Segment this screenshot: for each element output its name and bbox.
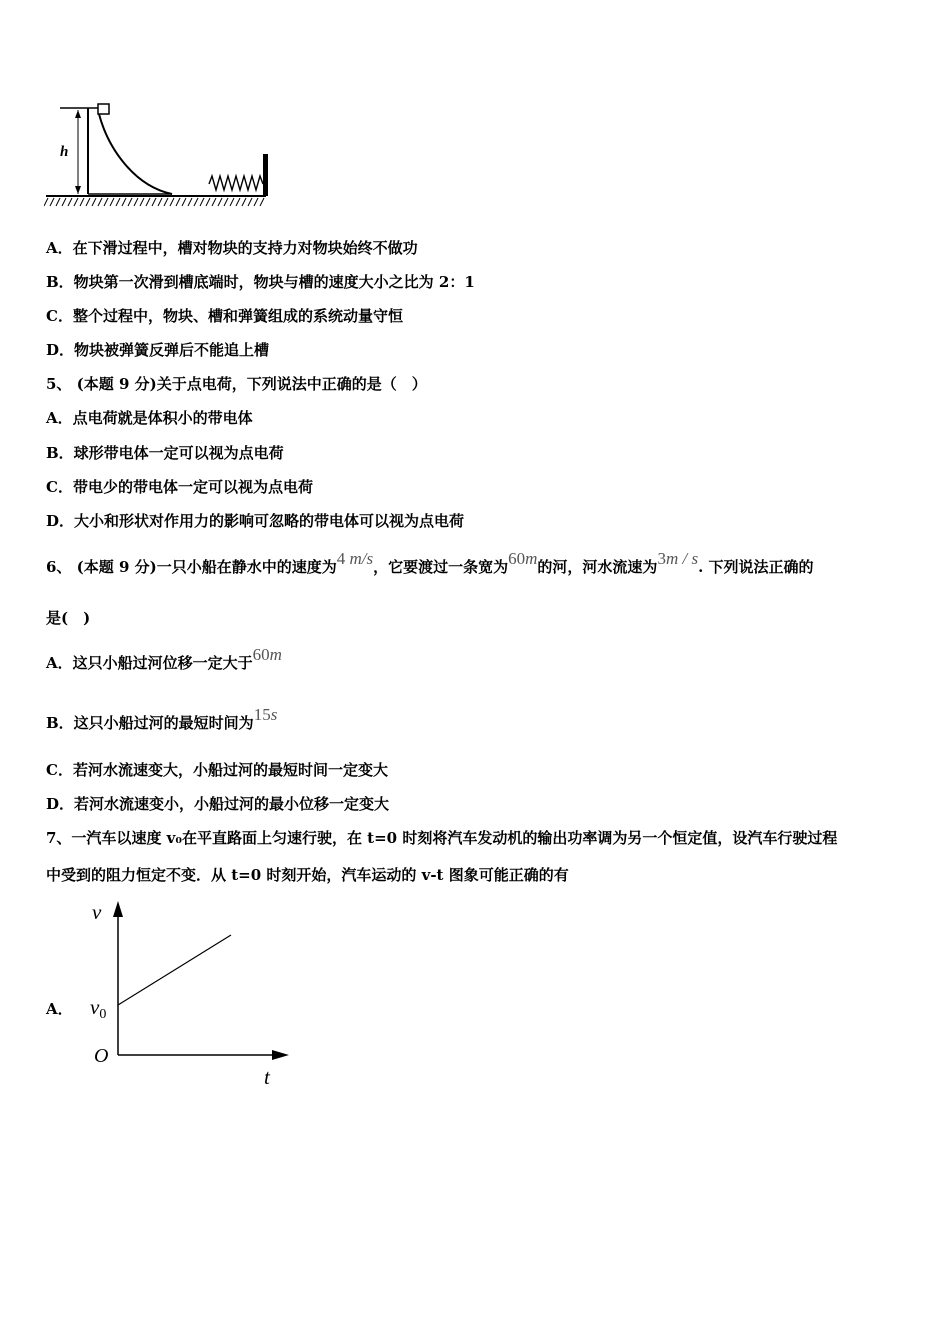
q5-stem: 5、 (本题 9 分)关于点电荷，下列说法中正确的是（ ） xyxy=(46,375,427,393)
q6-option-a-unit: m xyxy=(269,645,282,664)
water-speed-number: 3 xyxy=(657,549,666,568)
v0-label xyxy=(90,995,106,1022)
q4-option-b: B．物块第一次滑到槽底端时，物块与槽的速度大小之比为 2：1 xyxy=(46,273,475,291)
v0-main: v xyxy=(90,995,100,1019)
q6-stem xyxy=(46,549,814,577)
q7-stem-line1: 7、一汽车以速度 v₀在平直路面上匀速行驶，在 t=0 时刻将汽车发动机的输出功率调为另一个恒定值，设汽车行驶过程 xyxy=(46,829,838,847)
q6-option-c: C．若河水流速变大，小船过河的最短时间一定变大 xyxy=(46,761,388,779)
v0-subscript: 0 xyxy=(99,1007,107,1022)
river-width-formula xyxy=(508,549,537,568)
water-speed-formula xyxy=(657,549,698,568)
boat-speed-number: 4 xyxy=(336,549,346,568)
vt-graph-a xyxy=(86,898,298,1093)
q4-option-d: D．物块被弹簧反弹后不能追上槽 xyxy=(46,341,270,359)
q5-option-b: B．球形带电体一定可以视为点电荷 xyxy=(46,444,284,462)
slide-spring-figure xyxy=(44,98,284,213)
water-speed-unit: m / s xyxy=(665,549,699,568)
q6-option-b-unit: s xyxy=(270,705,278,724)
x-axis-arrow xyxy=(272,1050,289,1060)
q6-option-a xyxy=(46,645,282,673)
q6-option-b-number: 15 xyxy=(253,705,271,724)
q6-option-b-text: B．这只小船过河的最短时间为 xyxy=(46,714,254,732)
q6-option-d: D．若河水流速变小，小船过河的最小位移一定变大 xyxy=(46,795,390,813)
height-label: h xyxy=(60,144,69,160)
q4-option-c: C．整个过程中，物块、槽和弹簧组成的系统动量守恒 xyxy=(46,307,403,325)
q6-option-b xyxy=(46,705,278,733)
q6-option-a-formula xyxy=(253,645,282,664)
x-axis-label: t xyxy=(264,1065,270,1089)
origin-label: O xyxy=(94,1045,109,1067)
q5-option-a: A．点电荷就是体积小的带电体 xyxy=(46,409,253,427)
river-width-number: 60 xyxy=(508,549,526,568)
river-width-unit: m xyxy=(525,549,538,568)
boat-speed-formula xyxy=(337,549,373,568)
boat-speed-unit: m/s xyxy=(349,549,374,568)
y-axis-arrow xyxy=(113,901,123,917)
q6-option-b-formula xyxy=(254,705,278,724)
q6-stem-part4: . 下列说法正确的 xyxy=(698,558,814,576)
q6-stem-line2: 是( ) xyxy=(46,609,91,627)
q6-stem-part3: 的河，河水流速为 xyxy=(537,558,658,576)
q5-option-d: D．大小和形状对作用力的影响可忽略的带电体可以视为点电荷 xyxy=(46,512,465,530)
q7-stem-line2: 中受到的阻力恒定不变．从 t=0 时刻开始，汽车运动的 v-t 图象可能正确的有 xyxy=(46,866,569,884)
velocity-line xyxy=(118,935,231,1005)
q5-option-c: C．带电少的带电体一定可以视为点电荷 xyxy=(46,478,313,496)
y-axis-label: v xyxy=(92,900,102,924)
q4-option-a: A．在下滑过程中，槽对物块的支持力对物块始终不做功 xyxy=(46,239,418,257)
q6-option-a-number: 60 xyxy=(252,645,270,664)
q6-stem-part2: ，它要渡过一条宽为 xyxy=(373,558,509,576)
q6-stem-part1: 6、 (本题 9 分)一只小船在静水中的速度为 xyxy=(46,558,337,576)
q7-option-a-label: A． xyxy=(46,1000,73,1018)
q6-option-a-text: A．这只小船过河位移一定大于 xyxy=(46,654,253,672)
